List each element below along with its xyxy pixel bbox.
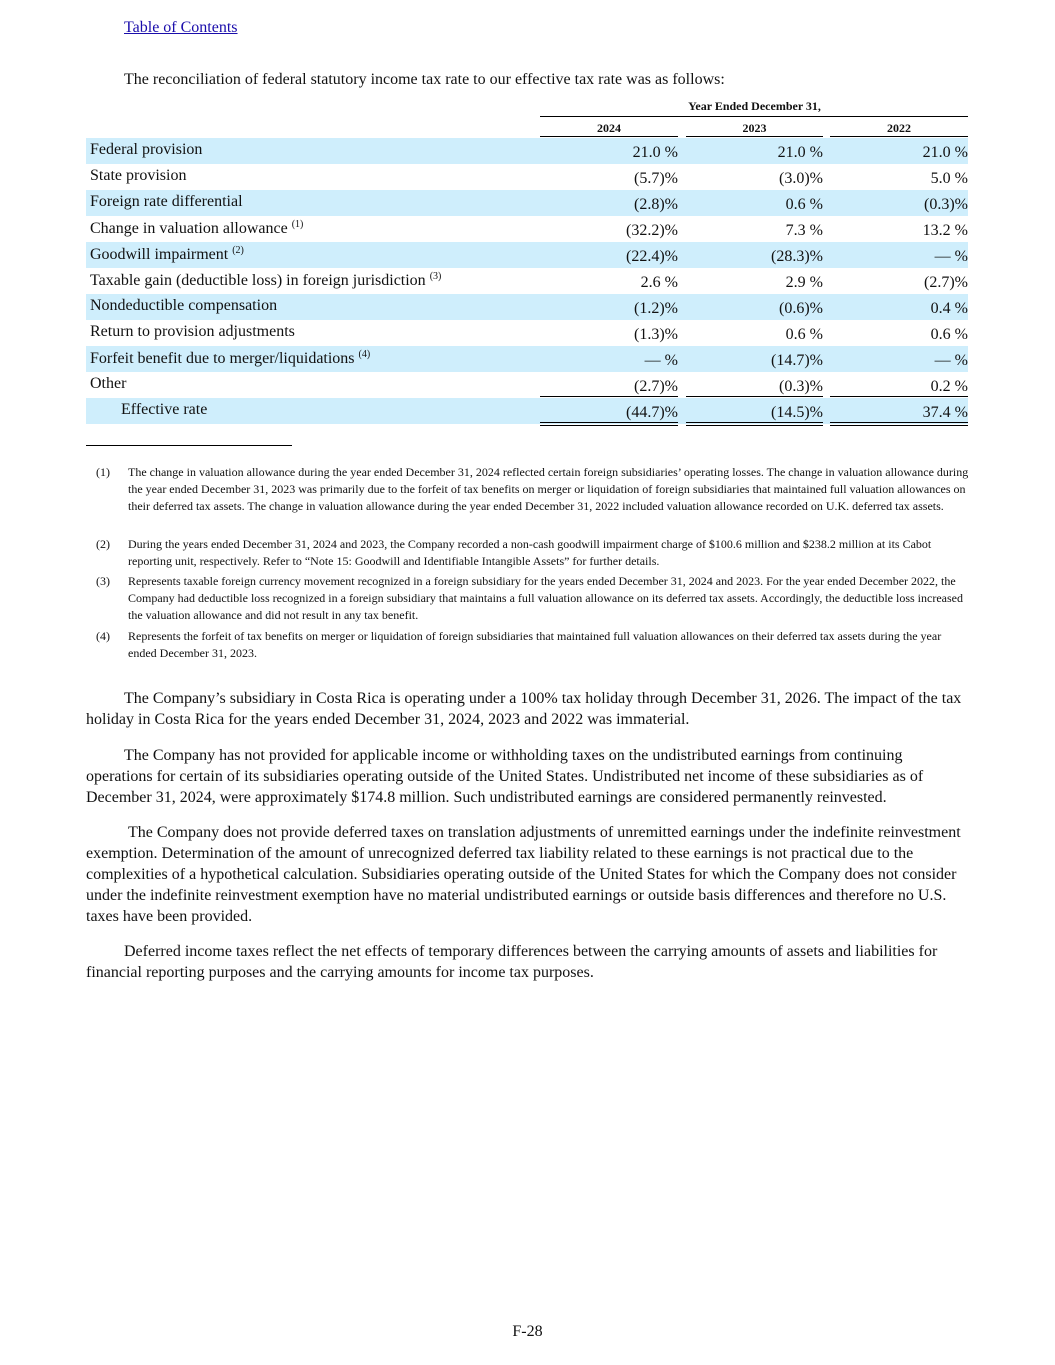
body-paragraph: Deferred income taxes reflect the net effects of temporary differences between the carrying amounts of assets and liabilities for financial reporting purposes and the carrying amounts for income tax purposes. — [86, 943, 938, 981]
table-row — [86, 216, 968, 242]
footnote-number: (3) — [96, 574, 110, 588]
table-row — [86, 268, 968, 294]
table-of-contents-link[interactable]: Table of Contents — [124, 19, 238, 36]
row-label: Change in valuation allowance $^{(1)}$ — [90, 219, 304, 237]
period-header: Year Ended December 31, — [688, 99, 821, 113]
value-2024: (1.2)% — [634, 300, 678, 317]
row-label: State provision — [90, 167, 187, 184]
subtotal-rule — [830, 396, 968, 397]
subtotal-rule — [686, 396, 823, 397]
table-row — [86, 320, 968, 346]
value-2023: (0.3)% — [779, 378, 823, 395]
column-rule — [830, 136, 968, 137]
value-2024: (5.7)% — [634, 170, 678, 187]
row-label: Goodwill impairment $^{(2)}$ — [90, 245, 244, 263]
value-2022: 13.2 % — [922, 222, 968, 239]
value-2022: 0.6 % — [930, 326, 968, 343]
body-paragraph: The Company’s subsidiary in Costa Rica is operating under a 100% tax holiday through December 31, 2026. The impact of the tax holiday in Costa Rica for the years ended December 31, 2024, 2023 and 2022 was immaterial. — [86, 690, 962, 728]
value-2023: (28.3)% — [771, 248, 823, 265]
row-label: Forfeit benefit due to merger/liquidations $^{(4)}$ — [90, 349, 371, 367]
value-2023: (14.7)% — [771, 352, 823, 369]
row-label: Effective rate — [121, 401, 208, 418]
value-2022: 21.0 % — [922, 144, 968, 161]
table-row — [86, 242, 968, 268]
footnote-number: (2) — [96, 537, 110, 551]
footnote-ref: (2) — [232, 245, 244, 256]
body-paragraph: The Company has not provided for applicable income or withholding taxes on the undistributed earnings from continuing operations for certain of its subsidiaries operating outside of the United States. Undistributed net income of these subsidiaries as of December 31, 2024, were approximately $174.8 million. Such undistributed earnings are considered permanently reinvested. — [86, 747, 924, 806]
table-row — [86, 346, 968, 372]
total-double-rule — [830, 422, 968, 426]
value-2023: (3.0)% — [779, 170, 823, 187]
footnote-text: Represents the forfeit of tax benefits on merger or liquidation of foreign subsidiaries that maintained full valuation allowances on their deferred tax assets during the year ended December 31, 2023. — [128, 629, 942, 660]
value-2022: — % — [934, 352, 968, 369]
value-2022: (2.7)% — [924, 274, 968, 291]
footnote-text: Represents taxable foreign currency movement recognized in a foreign subsidiary for the years ended December 31, 2024 and 2023. For the year ended December 2022, the Company had deductible loss recognized in a foreign subsidiary that maintains a full valuation allowance on its deferred tax assets. Accordingly, the deductible loss increased the valuation allowance and did not result in any tax benefit. — [128, 574, 963, 622]
footnote-ref: (3) — [429, 271, 442, 282]
value-2023: (14.5)% — [771, 404, 823, 421]
body-paragraph: The Company does not provide deferred taxes on translation adjustments of unremitted earnings under the indefinite reinvestment exemption. Determination of the amount of unrecognized deferred tax liability related to these earnings is not practical due to the complexities of a hypothetical calculation. Subsidiaries operating outside of the United States for which the Company does not consider under the indefinite reinvestment exemption have no material undistributed earnings or outside basis differences and therefore no U.S. taxes have been provided. — [86, 824, 961, 925]
value-2024: (2.8)% — [634, 196, 678, 213]
footnote — [96, 464, 970, 515]
value-2024: (22.4)% — [626, 248, 678, 265]
value-2024: (44.7)% — [626, 404, 678, 421]
row-label: Foreign rate differential — [90, 193, 243, 210]
value-2024: (1.3)% — [634, 326, 678, 343]
footnote-separator — [86, 445, 292, 446]
row-label: Nondeductible compensation — [90, 297, 278, 314]
column-rule — [686, 136, 823, 137]
subtotal-rule — [540, 396, 678, 397]
value-2023: 2.9 % — [785, 274, 823, 291]
period-header-rule — [540, 116, 968, 117]
table-row-total — [86, 398, 968, 424]
value-2024: (2.7)% — [634, 378, 678, 395]
value-2022: 5.0 % — [930, 170, 968, 187]
table-row — [86, 372, 968, 398]
value-2023: (0.6)% — [779, 300, 823, 317]
table-row — [86, 164, 968, 190]
column-header-2022: 2022 — [887, 121, 911, 135]
value-2022: 37.4 % — [922, 404, 968, 421]
value-2024: 21.0 % — [632, 144, 678, 161]
footnote-number: (4) — [96, 629, 110, 643]
column-header-2024: 2024 — [597, 121, 621, 135]
value-2023: 0.6 % — [785, 196, 823, 213]
page-number: F-28 — [512, 1323, 543, 1340]
row-label: Return to provision adjustments — [90, 323, 295, 340]
value-2022: — % — [934, 248, 968, 265]
footnote-number: (1) — [96, 465, 110, 479]
table-row — [86, 294, 968, 320]
footnote-ref: (4) — [358, 349, 371, 360]
row-label: Other — [90, 375, 127, 392]
row-label: Taxable gain (deductible loss) in foreign jurisdiction $^{(3)}$ — [90, 271, 442, 289]
value-2022: 0.4 % — [930, 300, 968, 317]
footnote-text: During the years ended December 31, 2024 and 2023, the Company recorded a non-cash goodwill impairment charge of $100.6 million and $238.2 million at its Cabot reporting unit, respectively. Refer to “Note 15: Goodwill and Identifiable Intangible Assets” for further details. — [128, 537, 932, 568]
total-double-rule — [686, 422, 823, 426]
row-label: Federal provision — [90, 141, 203, 158]
value-2023: 7.3 % — [785, 222, 823, 239]
footnote-text: The change in valuation allowance during the year ended December 31, 2024 reflected certain foreign subsidiaries’ operating losses. The change in valuation allowance during the year ended December 31, 2023 was primarily due to the forfeit of tax benefits on merger or liquidation of foreign subsidiaries that maintained full valuation allowances on their deferred tax assets. The change in valuation allowance during the year ended December 31, 2022 included valuation allowance recorded on U.K. deferred tax assets. — [128, 465, 969, 513]
total-double-rule — [540, 422, 678, 426]
footnote-ref: (1) — [291, 219, 304, 230]
value-2023: 0.6 % — [785, 326, 823, 343]
column-rule — [540, 136, 678, 137]
value-2022: (0.3)% — [924, 196, 968, 213]
table-row — [86, 190, 968, 216]
footnote — [96, 628, 970, 662]
value-2024: 2.6 % — [640, 274, 678, 291]
footnote — [96, 573, 970, 624]
footnote — [96, 536, 970, 570]
intro-text: The reconciliation of federal statutory income tax rate to our effective tax rate was as follows: — [124, 71, 725, 88]
value-2024: (32.2)% — [626, 222, 678, 239]
value-2022: 0.2 % — [930, 378, 968, 395]
table-row — [86, 138, 968, 164]
column-header-2023: 2023 — [742, 121, 767, 135]
value-2024: — % — [644, 352, 678, 369]
value-2023: 21.0 % — [777, 144, 823, 161]
